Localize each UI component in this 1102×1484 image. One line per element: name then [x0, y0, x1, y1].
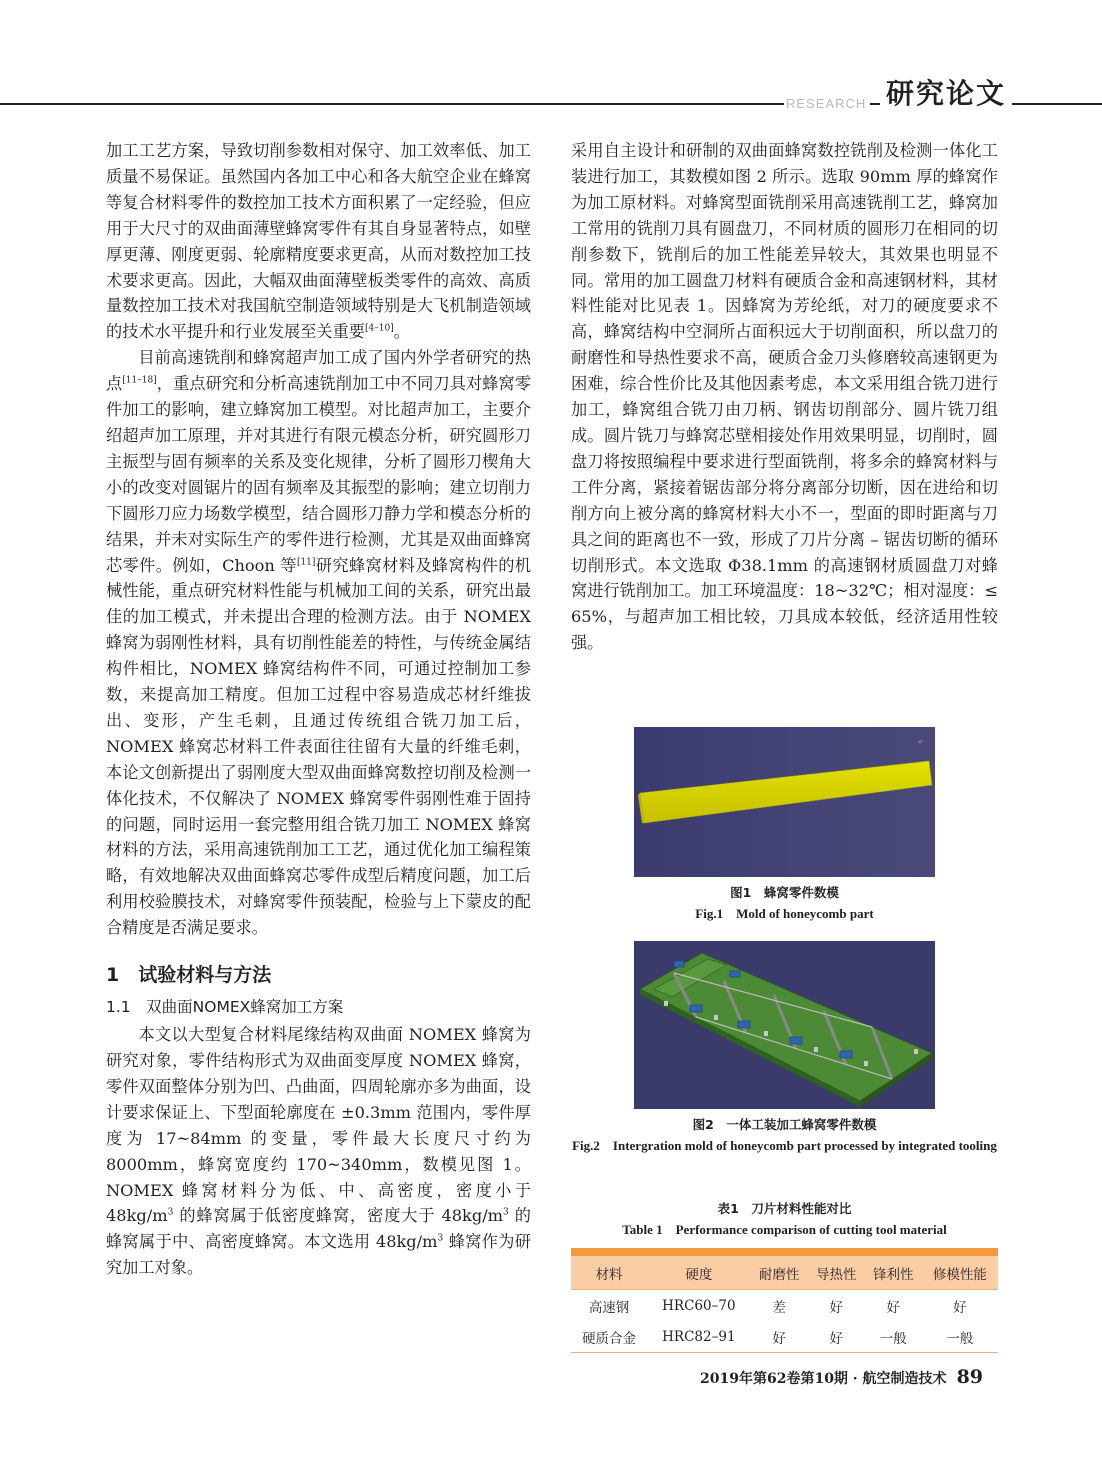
honeycomb-part-model	[634, 727, 935, 877]
table-row	[571, 1321, 998, 1353]
table-cell: 差	[751, 1290, 808, 1322]
table-header-cell: 修模性能	[922, 1256, 998, 1290]
table-header-cell: 锋利性	[865, 1256, 922, 1290]
figure-1-image	[634, 727, 935, 877]
figure-2-caption: 图2 一体工装加工蜂窝零件数模 Fig.2 Intergration mold of honeycomb part processed by integrated tooling	[572, 1117, 997, 1153]
page-footer	[700, 1366, 983, 1388]
table-row	[571, 1290, 998, 1322]
header-section-title: 研究论文	[880, 76, 1012, 112]
subsection-heading: 1.1 双曲面NOMEX蜂窝加工方案	[106, 998, 344, 1017]
table-cell: 一般	[865, 1321, 922, 1353]
table-header-row	[571, 1256, 998, 1290]
table-cell: 好	[751, 1321, 808, 1353]
figure-1-caption: 图1 蜂窝零件数模 Fig.1 Mold of honeycomb part	[695, 885, 874, 921]
journal-issue: 2019年第62卷第10期 · 航空制造技术	[700, 1371, 947, 1387]
svg-text:▱: ▱	[918, 738, 923, 745]
table-cell: 好	[808, 1290, 865, 1322]
table-cell: 好	[808, 1321, 865, 1353]
left-column	[106, 138, 531, 1281]
table-header-cell: 材料	[571, 1256, 647, 1290]
fixture-model	[634, 941, 935, 1109]
table-cell: 高速钢	[571, 1290, 647, 1322]
table-header-cell: 硬度	[647, 1256, 750, 1290]
paragraph: 目前高速铣削和蜂窝超声加工成了国内外学者研究的热点[11–18]，重点研究和分析高速铣削加工中不同刀具对蜂窝零件加工的影响，建立蜂窝加工模型。对比超声加工，主要介绍超声加工原理，并对其进行有限元模态分析，研究圆形刀主振型与固有频率的关系及变化规律，分析了圆形刀楔角大小的改变对圆锯片的固有频率及其振型的影响；建立切削力下圆形刀应力场数学模型，结合圆形刀静力学和模态分析的结果，并未对实际生产的零件进行检测，尤其是双曲面蜂窝芯零件。例如，Choon 等[11]研究蜂窝材料及蜂窝构件的机械性能，重点研究材料性能与机械加工间的关系，研究出最佳的加工模式，并未提出合理的检测方法。由于 NOMEX 蜂窝为弱刚性材料，具有切削性能差的特性，与传统金属结构件相比，NOMEX 蜂窝结构件不同，可通过控制加工参数，来提高加工精度。但加工过程中容易造成芯材纤维拔出、变形，产生毛刺，且通过传统组合铣刀加工后，NOMEX 蜂窝芯材料工件表面往往留有大量的纤维毛刺，本论文创新提出了弱刚度大型双曲面蜂窝数控切削及检测一体化技术，不仅解决了 NOMEX 蜂窝零件弱刚性难于固持的问题，同时运用一套完整用组合铣刀加工 NOMEX 蜂窝材料的方法，采用高速铣削加工工艺，通过优化加工编程策略，有效地解决双曲面蜂窝芯零件成型后精度问题，加工后利用校验膜技术，对蜂窝零件预装配，检验与上下蒙皮的配合精度是否满足要求。	[106, 348, 532, 938]
header-research-label: RESEARCH	[784, 96, 870, 111]
right-column	[571, 138, 998, 656]
figure-2-image	[634, 941, 935, 1109]
table-cell: HRC82–91	[647, 1321, 750, 1353]
table-1-caption: 表1 刀片材料性能对比 Table 1 Performance comparison of cutting tool material	[622, 1201, 947, 1237]
table-header-cell: 导热性	[808, 1256, 865, 1290]
table-cell: 好	[865, 1290, 922, 1322]
table-header-cell: 耐磨性	[751, 1256, 808, 1290]
paragraph: 加工工艺方案，导致切削参数相对保守、加工效率低、加工质量不易保证。虽然国内各加工中心和各大航空企业在蜂窝等复合材料零件的数控加工技术方面积累了一定经验，但应用于大尺寸的双曲面薄壁蜂窝零件有其自身显著特点，如壁厚更薄、刚度更弱、轮廓精度要求更高，从而对数控加工技术要求更高。因此，大幅双曲面薄壁板类零件的高效、高质量数控加工技术对我国航空制造领域特别是大飞机制造领域的技术水平提升和行业发展至关重要[4–10]。	[106, 141, 531, 342]
table-1	[571, 1248, 998, 1353]
paragraph: 采用自主设计和研制的双曲面蜂窝数控铣削及检测一体化工装进行加工，其数模如图 2 所示。选取 90mm 厚的蜂窝作为加工原材料。对蜂窝型面铣削采用高速铣削工艺，蜂窝加工常用的铣削刀具有圆盘刀，不同材质的圆形刀在相同的切削参数下，铣削后的加工性能差异较大，其效果也明显不同。常用的加工圆盘刀材料有硬质合金和高速钢材料，其材料性能对比见表 1。因蜂窝为芳纶纸，对刀的硬度要求不高，蜂窝结构中空洞所占面积远大于切削面积，所以盘刀的耐磨性和导热性要求不高，硬质合金刀头修磨较高速钢更为困难，综合性价比及其他因素考虑，本文采用组合铣刀进行加工，蜂窝组合铣刀由刀柄、钢齿切削部分、圆片铣刀组成。圆片铣刀与蜂窝芯壁相接处作用效果明显，切削时，圆盘刀将按照编程中要求进行型面铣削，将多余的蜂窝材料与工件分离，紧接着锯齿部分将分离部分切断，因在进给和切削方向上被分离的蜂窝材料大小不一，型面的即时距离与刀具之间的距离也不一致，形成了刀片分离 – 锯齿切断的循环切削形式。本文选取 Φ38.1mm 的高速钢材质圆盘刀对蜂窝进行铣削加工。加工环境温度：18~32℃；相对湿度：≤ 65%，与超声加工相比较，刀具成本较低，经济适用性较强。	[571, 141, 998, 653]
table-cell: 一般	[922, 1321, 998, 1353]
citation: [4–10]	[365, 323, 394, 334]
page-number: 89	[956, 1366, 984, 1388]
table-cell: HRC60–70	[647, 1290, 750, 1322]
table-cell: 硬质合金	[571, 1321, 647, 1353]
paragraph: 本文以大型复合材料尾缘结构双曲面 NOMEX 蜂窝为研究对象，零件结构形式为双曲面变厚度 NOMEX 蜂窝，零件双面整体分别为凹、凸曲面，四周轮廓亦多为曲面，设计要求保证上、下型面轮廓度在 ±0.3mm 范围内，零件厚度为 17~84mm 的变量，零件最大长度尺寸约为 8000mm，蜂窝宽度约 170~340mm，数模见图 1。NOMEX 蜂窝材料分为低、中、高密度，密度小于 $48kg/m^3$ 的蜂窝属于低密度蜂窝，密度大于 $48kg/m^3$ 的蜂窝属于中、高密度蜂窝。本文选用 $48kg/m^3$ 蜂窝作为研究加工对象。	[106, 1025, 531, 1278]
table-cell: 好	[922, 1290, 998, 1322]
citation: [11–18]	[122, 375, 157, 386]
section-heading: 1 试验材料与方法	[106, 964, 272, 987]
citation: [11]	[296, 557, 316, 568]
